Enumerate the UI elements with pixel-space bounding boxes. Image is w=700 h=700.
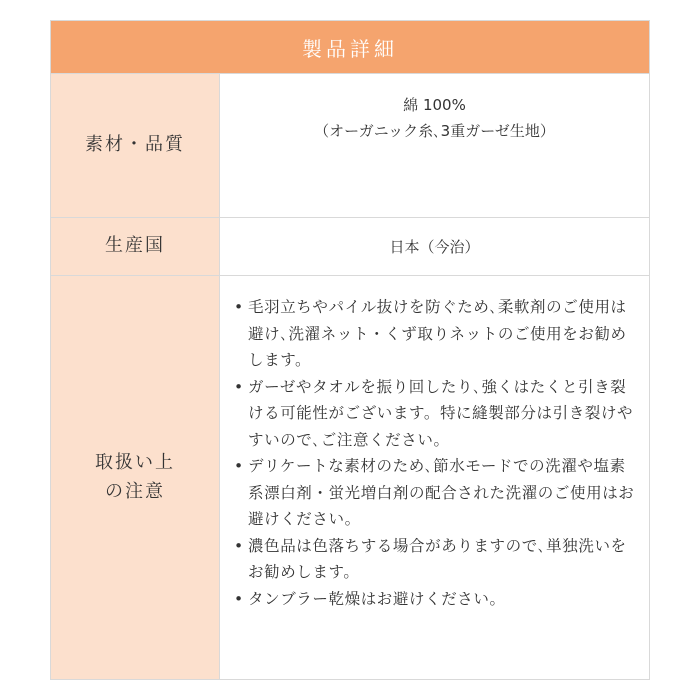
origin-row (51, 217, 649, 275)
care-label-line2: の注意 (105, 480, 165, 502)
table-title: 製品詳細 (302, 36, 398, 61)
care-item-text: デリケートな素材のため､節水モードでの洗濯や塩素系漂白剤・蛍光増白剤の配合された洗濯のご使用はお避けください。 (248, 457, 635, 528)
list-item (234, 586, 639, 613)
care-item-text: 毛羽立ちやパイル抜けを防ぐため､柔軟剤のご使用は避け､洗濯ネット・くず取りネットのご使用をお勧めします。 (248, 298, 627, 369)
material-composition: 綿 100% (403, 96, 466, 114)
material-label: 素材・品質 (51, 74, 220, 217)
care-item-text: 濃色品は色落ちする場合がありますので､単独洗いをお勧めします。 (248, 536, 627, 581)
care-item-text: タンブラー乾燥はお避けください。 (248, 589, 506, 608)
bullet-icon: • (234, 298, 244, 316)
care-item-text: ガーゼやタオルを振り回したり､強くはたくと引き裂ける可能性がございます。特に縫製部分は引き裂けやすいので､ご注意ください。 (248, 377, 634, 449)
product-details-table (50, 20, 650, 680)
origin-value: 日本（今治） (389, 238, 480, 256)
material-row (51, 73, 649, 217)
list-item (234, 374, 639, 454)
origin-label: 生産国 (51, 218, 220, 275)
list-item (234, 453, 639, 533)
list-item (234, 533, 639, 586)
bullet-icon: • (234, 457, 244, 475)
bullet-icon: • (234, 377, 244, 396)
care-instructions (220, 276, 649, 679)
bullet-icon: • (234, 589, 244, 608)
care-list (234, 294, 639, 612)
care-row (51, 275, 649, 679)
list-item (234, 294, 639, 374)
material-value (220, 74, 649, 217)
care-label-line1: 取扱い上 (95, 451, 175, 473)
material-detail: （オーガニック糸､3重ガーゼ生地） (314, 122, 555, 140)
care-label (51, 276, 220, 679)
table-header (51, 21, 649, 73)
bullet-icon: • (234, 536, 244, 555)
